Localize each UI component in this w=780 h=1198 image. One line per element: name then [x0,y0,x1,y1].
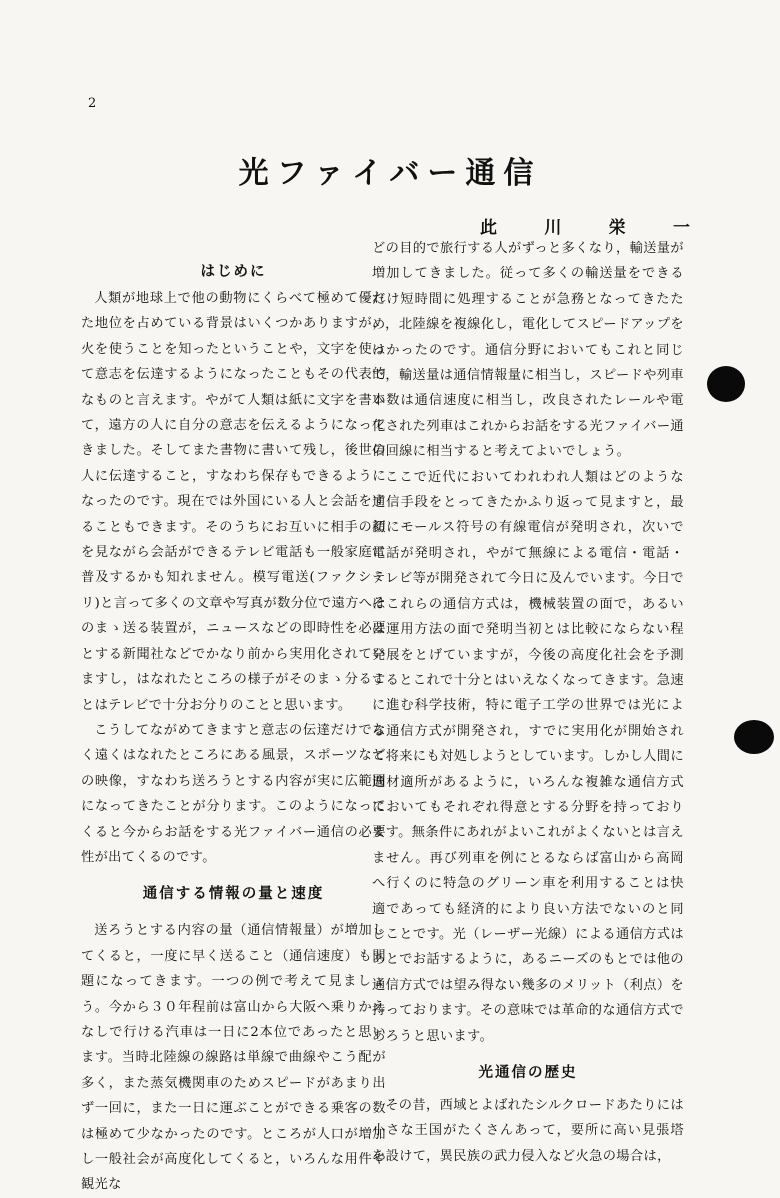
section-heading-history: 光通信の歴史 [478,1065,578,1081]
body-paragraph: 人類が地球上で他の動物にくらべて極めて優れた地位を占めている背景はいくつかありますが，火を使うことを知ったということや，文字を使って意志を伝達するようになったこともその代表的なものと言えます。やがて人類は紙に文字を書いて，遠方の人に自分の意志を伝えるようになってきました。そしてまた書物に書いて残し，後世の人に伝達すること，すなわち保存もできるようになったのです。現在では外国にいる人と会話をすることもできます。そのうちにお互いに相手の顔を見ながら会話ができるテレビ電話も一般家庭に普及するかも知れません。模写電送(ファクシミリ)と言って多くの文章や写真が数分位で遠方へそのまゝ送る装置が，ニュースなどの即時性を必要とする新聞社などでかなり前から実用化されていますし，はなれたところの様子がそのまゝ分ることはテレビで十分お分りのことと思います。 [81,291,386,713]
body-paragraph: 送ろうとする内容の量（通信情報量）が増加してくると，一度に早く送ること（通信速度）も問題になってきます。一つの例で考えて見ましょう。今から３０年程前は富山から大阪へ乗りかえなしで行ける汽車は一日に2本位であったと思います。当時北陸線の線路は単線で曲線やこう配が多く，また蒸気機関車のためスピードがあまり出ず一回に，また一日に運ぶことができる乗客の数は極めて少なかったのです。ところが人口が増加し一般社会が高度化してくると，いろんな用件や観光な [81,923,386,1193]
article-title: 光ファイバー通信 [238,156,542,191]
body-paragraph: ここで近代においてわれわれ人類はどのような通信手段をとってきたかふり返って見ますと，最初にモールス符号の有線電信が発明され，次いで電話が発明され，やがて無線による電信・電話・テレビ等が開発されて今日に及んでいます。今日ではこれらの通信方式は，機械装置の面で，あるいは運用方法の面で発明当初とは比較にならない程発展をとげていますが，今後の高度化社会を予測するとこれで十分とはいえなくなってきます。急速に進む科学技術，特に電子工学の世界では光による通信方式が開発され，すでに実用化が開始されて将来にも対処しようとしています。しかし人間に適材適所があるように，いろんな複雑な通信方式においてもそれぞれ得意とする分野を持っております。無条件にあれがよいこれがよくないとは言えません。再び列車を例にとるならば富山から高岡へ行くのに特急のグリーン車を利用することは快適であっても経済的により良い方法でないのと同じことです。光（レーザー光線）による通信方式はあとでお話するように，あるニーズのもとでは他の通信方式では望み得ない幾多のメリット（利点）を持っております。その意味では革命的な通信方式であろうと思います。 [372,469,684,1044]
left-column [81,236,386,1198]
body-paragraph: その昔，西域とよばれたシルクロードあたりには小さな王国がたくさんあって，要所に高い見張塔を設けて，異民族の武力侵入など火急の場合は， [372,1098,684,1164]
right-column [372,236,684,1169]
section-heading-information-volume: 通信する情報の量と速度 [142,886,325,903]
author-char: 此 [480,218,497,238]
author-name [480,213,690,238]
author-char: 栄 [608,218,626,238]
section-heading-introduction: はじめに [200,264,267,280]
page-number: 2 [88,96,97,111]
binding-hole-mark [734,720,774,754]
body-paragraph: どの目的で旅行する人がずっと多くなり，輸送量が増加してきました。従って多くの輸送量をできるだけ短時間に処理することが急務となってきたため，北陸線を複線化し，電化してスピードアップをはかったのです。通信分野においてもこれと同じで，輸送量は通信情報量に相当し，スピードや列車本数は通信速度に相当し，改良されたレールや電化された列車はこれからお話をする光ファイバー通信回線に相当すると考えてよいでしょう。 [372,241,684,460]
binding-hole-mark [707,366,745,402]
author-char: 一 [672,218,690,238]
author-char: 川 [544,218,562,238]
body-paragraph: こうしてながめてきますと意志の伝達だけでなく遠くはなれたところにある風景，スポーツなどの映像，すなわち送ろうとする内容が実に広範囲になってきたことが分ります。このようになってくると今からお話をする光ファイバー通信の必要性が出てくるのです。 [81,722,386,865]
